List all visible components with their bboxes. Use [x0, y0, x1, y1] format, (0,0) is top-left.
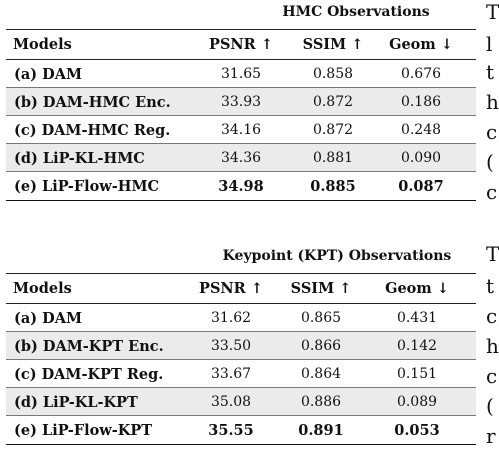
model-name: (a) DAM: [14, 65, 83, 83]
header-psnr: PSNR ↑: [209, 35, 273, 53]
table-row: [6, 172, 476, 200]
model-name: (d) LiP-KL-KPT: [14, 393, 138, 411]
psnr-value: 33.93: [220, 94, 262, 110]
table-header: [6, 32, 476, 56]
ssim-value: 0.891: [298, 421, 344, 439]
ssim-value: 0.872: [312, 94, 354, 110]
table-row: [6, 116, 476, 144]
table-group-title: HMC Observations: [282, 4, 430, 20]
margin-text-fragment: c: [486, 304, 498, 328]
header-models: Models: [13, 279, 72, 297]
ssim-value: 0.858: [312, 66, 354, 82]
psnr-value: 33.50: [210, 338, 252, 354]
geom-value: 0.053: [394, 421, 440, 439]
ssim-value: 0.866: [300, 338, 342, 354]
margin-text-fragment: c: [486, 180, 498, 204]
model-name: (d) LiP-KL-HMC: [14, 149, 145, 167]
model-name: (c) DAM-KPT Reg.: [14, 365, 164, 383]
model-name: (e) LiP-Flow-KPT: [14, 421, 153, 439]
psnr-value: 34.16: [220, 122, 262, 138]
margin-text-fragment: T: [486, 0, 499, 24]
model-name: (a) DAM: [14, 309, 83, 327]
table-bottom-rule: [6, 444, 476, 445]
table-row: [6, 144, 476, 172]
model-name: (b) DAM-KPT Enc.: [14, 337, 164, 355]
header-ssim: SSIM ↑: [302, 35, 364, 53]
psnr-value: 31.65: [220, 66, 262, 82]
psnr-value: 31.62: [210, 310, 252, 326]
geom-value: 0.089: [396, 394, 438, 410]
geom-value: 0.248: [400, 122, 442, 138]
ssim-value: 0.865: [300, 310, 342, 326]
ssim-value: 0.872: [312, 122, 354, 138]
margin-text-fragment: r: [486, 424, 496, 448]
geom-value: 0.151: [396, 366, 438, 382]
geom-value: 0.087: [398, 177, 444, 195]
table-row: [6, 416, 476, 444]
psnr-value: 35.08: [210, 394, 252, 410]
margin-text-fragment: T: [486, 242, 499, 266]
psnr-value: 33.67: [210, 366, 252, 382]
model-name: (e) LiP-Flow-HMC: [14, 177, 160, 195]
margin-text-fragment: c: [486, 364, 498, 388]
table-row: [6, 304, 476, 332]
header-geom: Geom ↓: [385, 279, 449, 297]
geom-value: 0.431: [396, 310, 438, 326]
margin-text-fragment: t: [486, 60, 495, 84]
header-models: Models: [13, 35, 72, 53]
ssim-value: 0.886: [300, 394, 342, 410]
margin-text-fragment: c: [486, 120, 498, 144]
model-name: (b) DAM-HMC Enc.: [14, 93, 171, 111]
margin-text-fragment: h: [486, 334, 499, 358]
table-row: [6, 88, 476, 116]
header-psnr: PSNR ↑: [199, 279, 263, 297]
model-name: (c) DAM-HMC Reg.: [14, 121, 171, 139]
table-row: [6, 60, 476, 88]
header-rule: [6, 29, 476, 30]
geom-value: 0.676: [400, 66, 442, 82]
table-row: [6, 332, 476, 360]
table-bottom-rule: [6, 200, 476, 201]
header-ssim: SSIM ↑: [290, 279, 352, 297]
ssim-value: 0.885: [310, 177, 356, 195]
psnr-value: 35.55: [208, 421, 254, 439]
margin-text-fragment: l: [486, 32, 493, 56]
ssim-value: 0.864: [300, 366, 342, 382]
ssim-value: 0.881: [312, 150, 354, 166]
header-geom: Geom ↓: [389, 35, 453, 53]
margin-text-fragment: (: [486, 394, 494, 418]
geom-value: 0.186: [400, 94, 442, 110]
margin-text-fragment: h: [486, 90, 499, 114]
geom-value: 0.090: [400, 150, 442, 166]
margin-text-fragment: t: [486, 274, 495, 298]
table-row: [6, 388, 476, 416]
table-row: [6, 360, 476, 388]
geom-value: 0.142: [396, 338, 438, 354]
psnr-value: 34.98: [218, 177, 264, 195]
psnr-value: 34.36: [220, 150, 262, 166]
header-rule: [6, 273, 476, 274]
table-group-title: Keypoint (KPT) Observations: [222, 248, 452, 264]
margin-text-fragment: (: [486, 150, 494, 174]
table-header: [6, 276, 476, 300]
